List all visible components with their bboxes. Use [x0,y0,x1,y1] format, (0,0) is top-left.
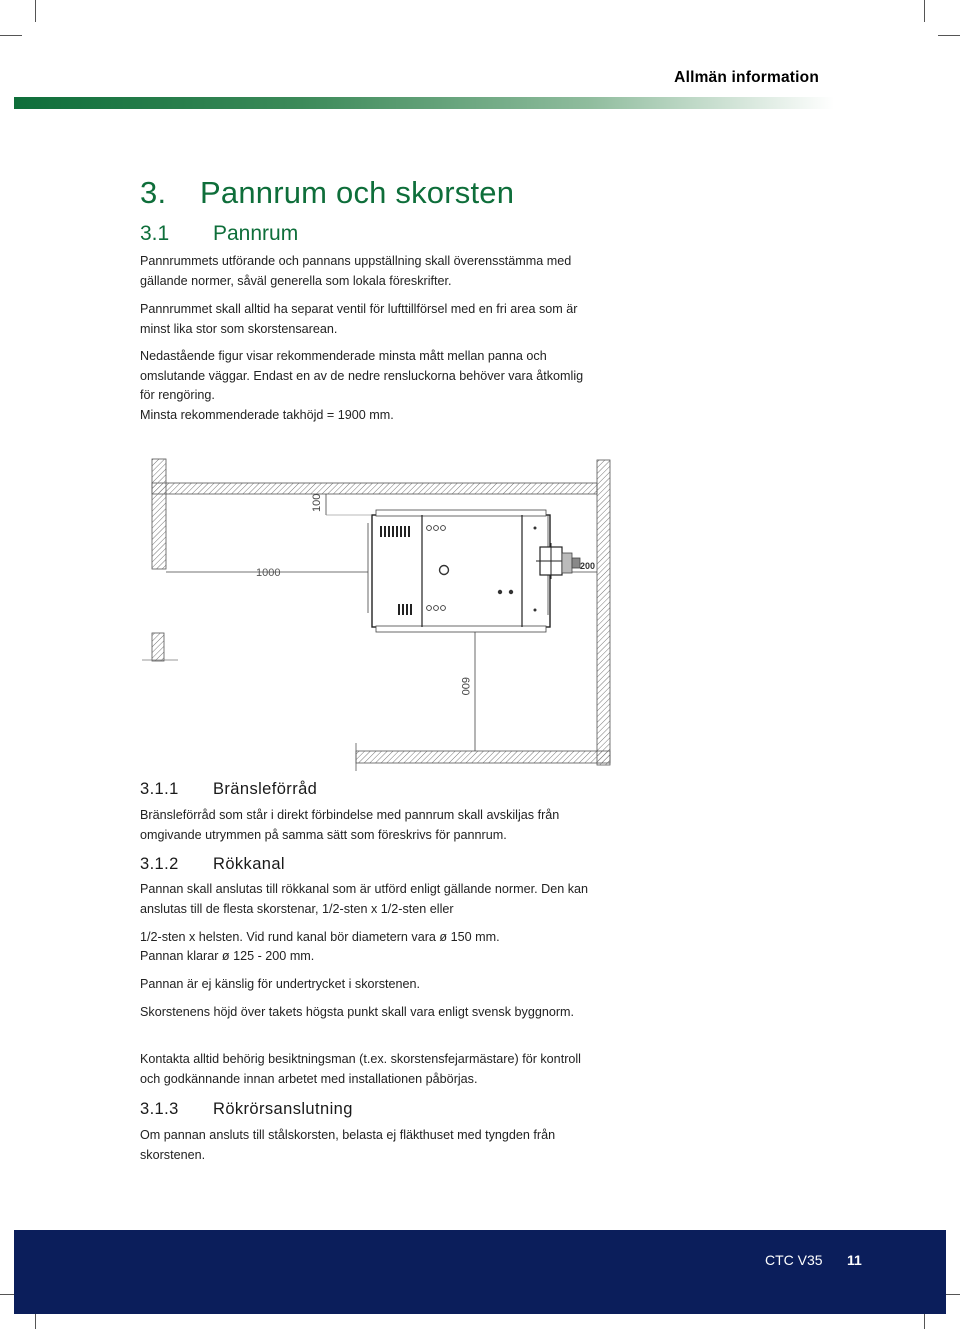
section-title: Bränsleförråd [213,780,318,798]
chapter-number: 3. [140,175,167,210]
paragraph: 1/2-sten x helsten. Vid rund kanal bör diametern vara ø 150 mm. [140,930,500,944]
header-gradient-bar [14,97,834,109]
chapter-title: Pannrum och skorsten [200,175,515,210]
fan-housing [562,553,572,573]
valve-dot [509,590,513,594]
wall-top [152,483,597,494]
paragraph: Skorstenens höjd över takets högsta punkt skall vara enligt svensk byggnorm. [140,1005,575,1019]
paragraph: Pannrummets utförande och pannans uppställning skall överensstämma med gällande normer, såväl generella som lokala föreskrifter. [140,254,572,288]
paragraph: Kontakta alltid behörig besiktningsman (t.ex. skorstensfejarmästare) för kontroll och godkännande innan arbetet med installationen påbörjas. [140,1052,581,1086]
boiler-room-diagram [140,455,620,775]
wall-right [597,460,610,765]
paragraph: Pannan klarar ø 125 - 200 mm. [140,949,315,963]
paragraph: Minsta rekommenderade takhöjd = 1900 mm. [140,408,394,422]
paragraph: Pannan är ej känslig för undertrycket i skorstenen. [140,977,421,991]
dimension-label-right: 200 [580,561,596,571]
section-number: 3.1 [140,222,170,245]
marker-dot [534,527,537,530]
section-heading-3-1-1 [140,780,317,799]
crop-mark [924,0,925,22]
section-heading-3-1-3 [140,1100,353,1119]
section-heading-3-1 [140,222,298,246]
boiler-top-edge [376,510,546,516]
fan-motor [572,558,580,568]
wall-bottom [356,751,610,763]
crop-mark [938,35,960,36]
paragraph: Pannan skall anslutas till rökkanal som är utförd enligt gällande normer. Den kan anslutas till de flesta skorstenar, 1/2-sten x 1/2-sten eller [140,882,589,916]
section-title: Rökrörsanslutning [213,1100,353,1118]
paragraph: Pannrummet skall alltid ha separat ventil för lufttillförsel med en fri area som är minst lika stor som skorstensarean. [140,302,578,336]
paragraph: Nedastående figur visar rekommenderade minsta mått mellan panna och omslutande väggar. Endast en av de nedre rensluckorna behöver vara åtkomlig för rengöring. [140,349,584,403]
section-number: 3.1.1 [140,780,179,798]
crop-mark [0,35,22,36]
wall-left-lower [152,633,164,661]
page-number: 11 [847,1252,862,1268]
boiler-bottom-edge [376,626,546,632]
section-number: 3.1.2 [140,855,179,873]
paragraph: Bränsleförråd som står i direkt förbindelse med pannrum skall avskiljas från omgivande utrymmen på samma sätt som föreskrivs för pannrum. [140,808,560,842]
chapter-heading [140,175,514,211]
dimension-label-bottom: 600 [459,677,471,696]
footer-product: CTC V35 [765,1252,823,1268]
section-title: Rökkanal [213,855,285,873]
dimension-label-top: 100 [311,493,323,512]
marker-dot [534,609,537,612]
section-heading-3-1-2 [140,855,285,874]
footer-bar [14,1230,946,1314]
paragraph: Om pannan ansluts till stålskorsten, belasta ej fläkthuset med tyngden från skorstenen. [140,1128,556,1162]
section-number: 3.1.3 [140,1100,179,1118]
dimension-label-left: 1000 [256,567,281,579]
header-title: Allmän information [674,69,819,86]
wall-left-upper [152,459,166,569]
section-title: Pannrum [213,222,299,245]
valve-dot [498,590,502,594]
crop-mark [35,0,36,22]
